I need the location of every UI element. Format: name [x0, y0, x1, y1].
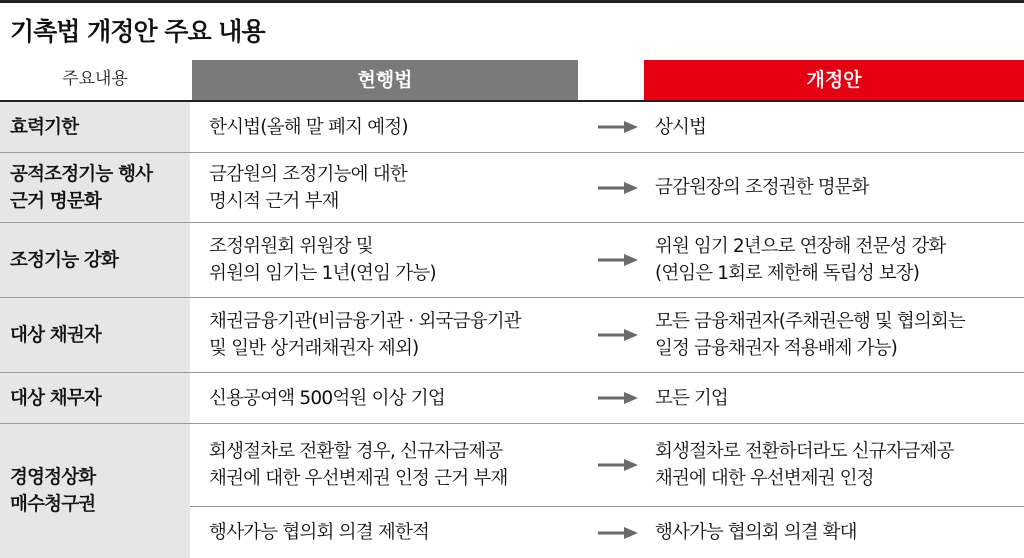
revised-law-line: 금감원장의 조정권한 명문화	[655, 177, 869, 198]
current-law-line: 한시법(올해 말 폐지 예정)	[209, 116, 408, 138]
header-topic: 주요내용	[62, 69, 128, 89]
page-title: 기촉법 개정안 주요 내용	[10, 17, 265, 46]
topic-line: 효력기한	[10, 116, 79, 138]
topic-line: 매수청구권	[10, 494, 96, 515]
row-topic	[0, 373, 190, 423]
revised-law-cell	[655, 424, 1024, 506]
table-row	[0, 223, 1024, 297]
row-topic	[0, 102, 190, 152]
current-law-cell	[209, 102, 589, 152]
revised-law-cell	[655, 223, 1024, 297]
current-law-cell	[209, 223, 589, 297]
revised-law-line: 채권에 대한 우선변제권 인정	[655, 468, 874, 489]
current-law-line: 행사가능 협의회 의결 제한적	[209, 522, 430, 543]
right-arrow-icon	[598, 254, 638, 266]
right-arrow-icon	[598, 182, 638, 194]
right-arrow-icon	[598, 329, 638, 341]
topic-line: 경영정상화	[10, 467, 96, 488]
right-arrow-icon	[598, 121, 638, 133]
table-row	[0, 373, 1024, 423]
revised-law-cell	[655, 507, 1024, 558]
current-law-line: 명시적 근거 부재	[209, 190, 339, 212]
current-law-line: 및 일반 상거래채권자 제외)	[209, 338, 419, 359]
revised-law-cell	[655, 102, 1024, 152]
current-law-line: 채권금융기관(비금융기관 · 외국금융기관	[209, 311, 521, 332]
current-law-line: 회생절차로 전환할 경우, 신규자금제공	[209, 441, 503, 462]
revised-law-cell	[655, 298, 1024, 372]
topic-line: 공적조정기능 행사	[10, 163, 153, 185]
current-law-cell	[209, 153, 589, 222]
current-law-line: 채권에 대한 우선변제권 인정 근거 부재	[209, 468, 508, 489]
table-row	[0, 424, 1024, 515]
current-law-line: 신용공여액 500억원 이상 기업	[209, 387, 445, 409]
topic-line: 조정기능 강화	[10, 249, 119, 271]
table-row	[0, 102, 1024, 152]
right-arrow-icon	[598, 459, 638, 471]
table-row	[0, 298, 1024, 372]
right-arrow-icon	[598, 392, 638, 404]
revised-law-line: 위원 임기 2년으로 연장해 전문성 강화	[655, 236, 946, 257]
revised-law-line: 행사가능 협의회 의결 확대	[655, 522, 857, 543]
current-law-cell	[209, 298, 589, 372]
table-row	[0, 507, 1024, 558]
header-current-law: 현행법	[192, 60, 578, 100]
title-bar	[0, 0, 1024, 56]
current-law-cell	[209, 424, 589, 506]
current-law-cell	[209, 373, 589, 423]
current-law-line: 조정위원회 위원장 및	[209, 236, 373, 257]
revised-law-line: (연임은 1회로 제한해 독립성 보장)	[655, 263, 920, 284]
header-revised-law: 개정안	[644, 60, 1024, 100]
right-arrow-icon	[598, 527, 638, 539]
revised-law-cell	[655, 373, 1024, 423]
topic-line: 대상 채권자	[10, 324, 101, 346]
table-row	[0, 153, 1024, 222]
row-topic	[0, 223, 190, 297]
revised-law-line: 모든 기업	[655, 387, 728, 409]
table-header	[0, 58, 1024, 100]
revised-law-line: 일정 금융채권자 적용배제 가능)	[655, 338, 897, 359]
topic-line: 근거 명문화	[10, 190, 101, 212]
row-topic	[0, 153, 190, 222]
row-topic	[0, 298, 190, 372]
revised-law-cell	[655, 153, 1024, 222]
revised-law-line: 상시법	[655, 116, 706, 138]
revised-law-line: 회생절차로 전환하더라도 신규자금제공	[655, 441, 954, 462]
current-law-cell	[209, 507, 589, 558]
current-law-line: 위원의 임기는 1년(연임 가능)	[209, 263, 436, 284]
revised-law-line: 모든 금융채권자(주채권은행 및 협의회는	[655, 311, 965, 332]
current-law-line: 금감원의 조정기능에 대한	[209, 163, 407, 185]
topic-line: 대상 채무자	[10, 387, 101, 409]
